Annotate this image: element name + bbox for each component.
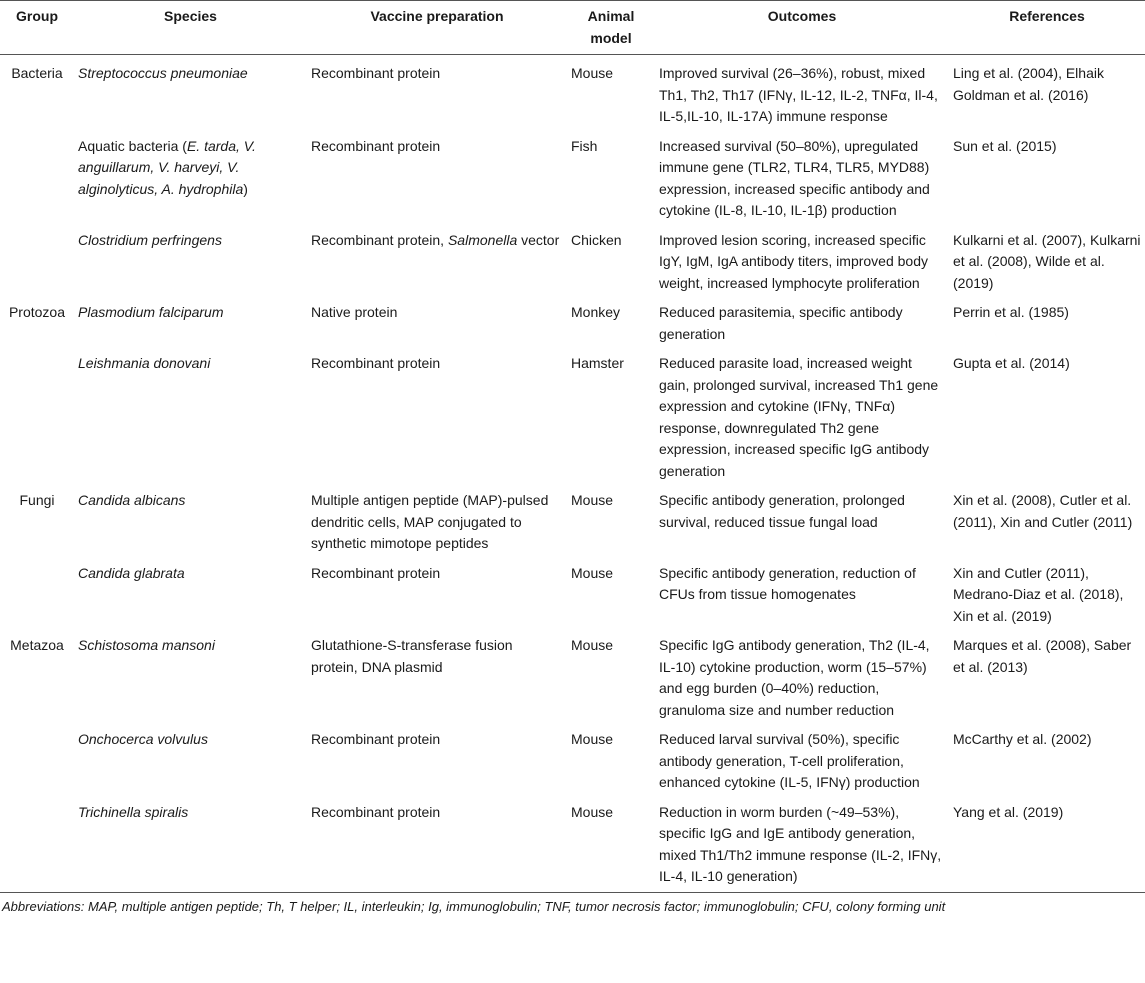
cell-animal-model: Monkey	[571, 304, 621, 320]
vaccine-prefix: Recombinant protein,	[311, 231, 448, 248]
cell-vaccine: Native protein	[311, 304, 398, 320]
cell-outcomes: Specific IgG antibody generation, Th2 (IL-4, IL-10) cytokine production, worm (15–57%) and egg burden (0–40%) reduction, granuloma size and number reduction	[659, 637, 930, 718]
cell-outcomes: Reduced parasitemia, specific antibody generation	[659, 304, 903, 342]
cell-group	[0, 721, 74, 794]
cell-references: Ling et al. (2004), Elhaik Goldman et al. (2016)	[953, 65, 1104, 103]
header-animal-model: Animal model	[567, 1, 655, 55]
cell-group	[0, 345, 74, 482]
table-row	[0, 482, 1145, 555]
cell-vaccine: Recombinant protein	[311, 65, 441, 81]
cell-references: Xin and Cutler (2011), Medrano-Diaz et al. (2018), Xin et al. (2019)	[953, 564, 1124, 624]
cell-vaccine: Multiple antigen peptide (MAP)-pulsed dendritic cells, MAP conjugated to synthetic mimotope peptides	[311, 492, 549, 551]
table-row	[0, 794, 1145, 893]
header-outcomes: Outcomes	[655, 1, 949, 55]
cell-vaccine: Recombinant protein	[311, 731, 441, 747]
cell-references: Marques et al. (2008), Saber et al. (2013)	[953, 637, 1132, 675]
cell-species: Schistosoma mansoni	[78, 637, 215, 653]
cell-species: Candida glabrata	[78, 564, 185, 581]
cell-outcomes: Specific antibody generation, prolonged survival, reduced tissue fungal load	[659, 492, 905, 530]
cell-references: Yang et al. (2019)	[949, 794, 1145, 893]
cell-species: Trichinella spiralis	[74, 794, 307, 893]
cell-animal-model: Mouse	[571, 492, 614, 508]
cell-species: Clostridium perfringens	[78, 231, 222, 248]
cell-outcomes: Improved survival (26–36%), robust, mixed Th1, Th2, Th17 (IFNγ, IL-12, IL-2, TNFα, Il-4, IL-5,IL-10, IL-17A) immune response	[659, 65, 938, 124]
cell-references: Kulkarni et al. (2007), Kulkarni et al. (2008), Wilde et al. (2019)	[953, 231, 1141, 291]
cell-animal-model: Mouse	[571, 731, 614, 747]
cell-references: Xin et al. (2008), Cutler et al. (2011), Xin and Cutler (2011)	[953, 492, 1133, 530]
cell-species: Candida albicans	[78, 492, 186, 508]
cell-animal-model: Hamster	[571, 355, 624, 371]
cell-group: Protozoa	[8, 304, 66, 320]
table-row	[0, 721, 1145, 794]
table-row	[0, 294, 1145, 345]
cell-vaccine: Recombinant protein	[311, 355, 441, 371]
vaccine-suffix: vector	[517, 231, 560, 248]
abbreviations-footnote: Abbreviations: MAP, multiple antigen peptide; Th, T helper; IL, interleukin; Ig, immunoglobulin; TNF, tumor necrosis factor; immunoglobulin; CFU, colony forming unit	[2, 898, 946, 914]
cell-animal-model: Fish	[571, 137, 598, 154]
header-row	[0, 1, 1145, 55]
vaccine-italic: Salmonella	[447, 231, 518, 248]
cell-species: Streptococcus pneumoniae	[78, 65, 248, 81]
cell-references: Perrin et al. (1985)	[953, 304, 1069, 320]
cell-vaccine	[307, 222, 567, 295]
cell-animal-model: Mouse	[571, 637, 614, 653]
cell-outcomes: Reduction in worm burden (~49–53%), specific IgG and IgE antibody generation, mixed Th1/Th2 immune response (IL-2, IFNγ, IL-4, IL-10 generation)	[655, 794, 949, 893]
cell-animal-model: Mouse	[571, 564, 614, 581]
table-row	[0, 222, 1145, 295]
table-row	[0, 627, 1145, 721]
cell-group	[0, 222, 74, 295]
cell-animal-model: Mouse	[571, 65, 614, 81]
cell-species: Plasmodium falciparum	[78, 304, 224, 320]
cell-species: Leishmania donovani	[78, 355, 211, 371]
cell-animal-model: Chicken	[571, 231, 622, 248]
cell-outcomes: Reduced larval survival (50%), specific antibody generation, T-cell proliferation, enhanced cytokine (IL-5, IFNγ) production	[659, 731, 920, 790]
cell-group	[0, 794, 74, 893]
cell-outcomes: Increased survival (50–80%), upregulated immune gene (TLR2, TLR4, TLR5, MYD88) expression, increased specific antibody and cytokine (IL-8, IL-10, IL-1β) production	[659, 137, 930, 218]
header-group: Group	[0, 1, 74, 55]
cell-vaccine: Recombinant protein	[311, 137, 441, 154]
cell-species	[74, 128, 307, 222]
header-references: References	[949, 1, 1145, 55]
table-row	[0, 128, 1145, 222]
cell-group: Bacteria	[11, 65, 63, 81]
table-row	[0, 55, 1145, 128]
cell-group	[0, 555, 74, 628]
cell-species: Onchocerca volvulus	[78, 731, 208, 747]
cell-group	[0, 128, 74, 222]
species-prefix: Aquatic bacteria (	[78, 137, 187, 154]
table-row	[0, 555, 1145, 628]
species-italic: E. tarda, V. anguillarum, V. harveyi, V. alginolyticus, A. hydrophila	[78, 137, 256, 197]
cell-vaccine: Glutathione-S-transferase fusion protein, DNA plasmid	[311, 637, 513, 675]
cell-vaccine: Recombinant protein	[311, 564, 441, 581]
header-vaccine: Vaccine preparation	[307, 1, 567, 55]
cell-group: Fungi	[19, 492, 55, 508]
cell-references: Gupta et al. (2014)	[953, 355, 1070, 371]
cell-outcomes: Specific antibody generation, reduction of CFUs from tissue homogenates	[659, 564, 916, 602]
species-suffix: )	[243, 180, 248, 197]
table-row	[0, 345, 1145, 482]
cell-outcomes: Reduced parasite load, increased weight gain, prolonged survival, increased Th1 gene expression and cytokine (IFNγ, TNFα) response, downregulated Th2 gene expression, increased specific IgG antibody generation	[659, 355, 939, 479]
header-species: Species	[74, 1, 307, 55]
cell-outcomes: Improved lesion scoring, increased specific IgY, IgM, IgA antibody titers, improved body weight, increased lymphocyte proliferation	[659, 231, 929, 291]
cell-references: Sun et al. (2015)	[953, 137, 1057, 154]
cell-vaccine: Recombinant protein	[307, 794, 567, 893]
cell-group: Metazoa	[10, 637, 64, 653]
cell-animal-model: Mouse	[567, 794, 655, 893]
cell-references: McCarthy et al. (2002)	[953, 731, 1092, 747]
